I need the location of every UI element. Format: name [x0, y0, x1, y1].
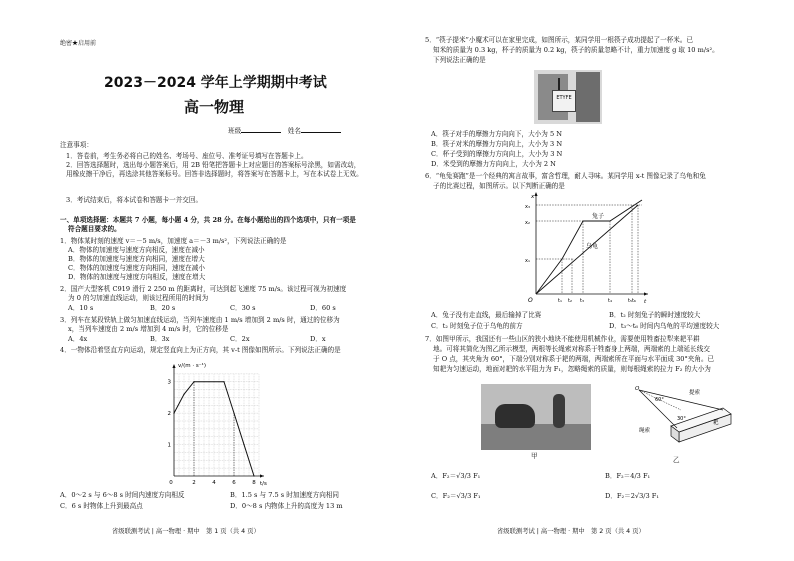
- angle-30: 30°: [677, 416, 686, 422]
- q5-chopstick-photo: [534, 70, 602, 124]
- q6-stem-2: 子的比赛过程，如图所示。以下判断正确的是: [433, 182, 565, 190]
- q7-stem-4: 知耙为匀速运动，地面对耙的水平阻力为 F₁，忽略绳索的质量，则每根绳索的拉力 F₂ 的大小为: [433, 365, 711, 373]
- q7-option-b[interactable]: B．F₂＝4/3 F₁: [605, 472, 651, 480]
- q4-option-a[interactable]: A．0～2 s 与 6～8 s 时间内速度方向相反: [60, 491, 185, 499]
- photo-farmer: [553, 394, 565, 428]
- rake-label: 耙: [713, 420, 719, 426]
- photo-ox: [495, 404, 535, 428]
- section-1-line-1: 一、单项选择题：本题共 7 小题，每小题 4 分，共 28 分。在每小题给出的四个选项中，只有一项是: [60, 216, 356, 224]
- q4-vt-chart: [160, 356, 270, 488]
- q7-option-a[interactable]: A．F₂＝√3/3 F₁: [431, 472, 481, 480]
- q7-option-c[interactable]: C．F₂＝√3/3 F₁: [431, 492, 481, 500]
- q4-option-d[interactable]: D．0～8 s 内物体上升的高度为 13 m: [230, 502, 343, 510]
- xt-origin: O: [528, 297, 533, 304]
- q4-stem: 4．一物体沿着竖直方向运动，规定竖直向上为正方向，其 v-t 图像如图所示。下列说法正确的是: [60, 346, 341, 354]
- notice-item-3: 3．考试结束后，将本试卷和答题卡一并交回。: [66, 196, 203, 204]
- page-2: [397, 0, 794, 561]
- q7-ox-photo: [481, 384, 591, 450]
- rope-left: [639, 390, 677, 428]
- q6-stem-1: 6．“龟兔赛跑”是一个经典的寓言故事，富含哲理，耐人寻味。某同学用 x-t 图像记录了乌龟和兔: [425, 172, 706, 180]
- y-axis-arrow: [172, 364, 175, 368]
- xt-ytick-x3: x₃: [525, 204, 530, 210]
- q2-option-c[interactable]: C．30 s: [230, 304, 256, 312]
- q6-option-a[interactable]: A．兔子没有走直线，最后输掉了比赛: [431, 311, 542, 319]
- q3-option-b[interactable]: B．3x: [150, 335, 170, 343]
- q3-stem-1: 3．列车在某段铁轨上做匀加速直线运动，当列车速度由 1 m/s 增加到 2 m/s 时，通过的位移为: [60, 316, 340, 324]
- subject-title: 高一物理: [184, 98, 245, 116]
- x-tick-8: 8: [252, 480, 256, 486]
- rice-cup: ETYFE: [552, 90, 576, 112]
- xt-t-label: t: [644, 299, 647, 305]
- q7-fig-jia-label: 甲: [531, 452, 538, 460]
- y-tick-1: 1: [167, 442, 171, 449]
- class-field[interactable]: 班级 姓名: [228, 126, 341, 136]
- vt-point: [253, 475, 254, 476]
- q6-option-d[interactable]: D．t₃～t₆ 时间内乌龟的平均速度较大: [609, 322, 720, 330]
- q1-option-b[interactable]: B．物体的加速度与速度方向相同，速度在增大: [68, 255, 205, 263]
- notice-title: 注意事项：: [60, 141, 93, 149]
- q1-stem: 1．物体某时刻的速度 v＝－5 m/s，加速度 a＝－3 m/s²，下列说法正确的是: [60, 237, 287, 245]
- q7-option-d[interactable]: D．F₂＝2√3/3 F₁: [605, 492, 660, 500]
- q1-option-c[interactable]: C．物体的加速度与速度方向相同，速度在减小: [68, 264, 205, 272]
- q5-option-c[interactable]: C．杯子受到的摩擦力方向向上，大小为 3 N: [431, 150, 563, 158]
- xt-tick-t1: t₁: [558, 298, 562, 304]
- x-axis-arrow: [260, 474, 264, 477]
- xt-ytick-x2: x₂: [525, 220, 530, 226]
- q3-stem-2: x，当列车速度由 2 m/s 增加到 4 m/s 时，它的位移是: [68, 325, 229, 333]
- q1-option-d[interactable]: D．物体的加速度与速度方向相反，速度在增大: [68, 273, 206, 281]
- rabbit-label: 兔子: [592, 213, 605, 220]
- q3-option-d[interactable]: D．x: [310, 335, 326, 343]
- notice-item-1: 1．答卷前，考生务必将自己的姓名、考场号、座位号、准考证号填写在答题卡上。: [66, 152, 308, 160]
- x-tick-2: 2: [192, 480, 196, 486]
- vt-point: [243, 444, 244, 445]
- y-tick-3: 3: [167, 379, 171, 386]
- q6-option-b[interactable]: B．t₂ 时刻兔子的瞬时速度较大: [609, 311, 701, 319]
- q2-option-b[interactable]: B．20 s: [150, 304, 176, 312]
- q2-option-d[interactable]: D．60 s: [310, 304, 336, 312]
- q7-stem-3: 于 O 点，其夹角为 60°，下端分别对称系于耙的两端，两端索所在平面与水平面成 30°夹角。已: [433, 355, 715, 363]
- xt-tick-t4: t₄: [608, 298, 612, 304]
- x-tick-6: 6: [232, 480, 236, 486]
- xt-tick-t2: t₂: [568, 298, 572, 304]
- exam-title: 2023－2024 学年上学期期中考试: [104, 75, 327, 91]
- page-footer-2: 省级联测考试 | 高一物理 · 期中 第 2 页（共 4 页）: [497, 528, 645, 535]
- vt-point: [183, 394, 184, 395]
- xt-x-label: x: [531, 194, 535, 200]
- q3-option-a[interactable]: A．4x: [68, 335, 88, 343]
- handle-label: 提索: [689, 390, 701, 396]
- y-tick-2: 2: [167, 411, 171, 418]
- vt-point: [233, 413, 234, 414]
- q7-stem-1: 7．如图甲所示，我国还有一些山区的狭小地块不能使用机械作业，需要使用牲畜拉犁来耙平耕: [425, 335, 700, 343]
- vt-point: [173, 413, 174, 414]
- q5-option-a[interactable]: A．筷子对手的摩擦力方向向下，大小为 5 N: [431, 130, 563, 138]
- notice-item-2: 2．回答选择题时，选出每小题答案后，用 2B 铅笔把答题卡上对应题目的答案标号涂黑，如需改动，用橡皮擦干净后，再选涂其他答案标号。回答非选择题时，将答案写在答题卡上，写在本试卷上无效。: [66, 161, 363, 178]
- xt-t-arrow: [644, 292, 648, 295]
- point-o: O: [635, 386, 640, 392]
- turtle-label: 乌龟: [586, 243, 599, 250]
- q3-option-c[interactable]: C．2x: [230, 335, 250, 343]
- q2-stem-1: 2．国产大型客机 C919 滑行 2 250 m 的距离时，可达到起飞速度 75 m/s。该过程可视为初速度: [60, 285, 347, 293]
- q7-rake-diagram: [619, 384, 739, 454]
- x-tick-4: 4: [212, 480, 216, 486]
- q6-option-c[interactable]: C．t₂ 时刻兔子位于乌龟的前方: [431, 322, 523, 330]
- q5-option-d[interactable]: D．米受到的摩擦力方向向上，大小为 2 N: [431, 160, 556, 168]
- x-axis-label: t/s: [260, 481, 267, 487]
- page-footer-1: 省级联测考试 | 高一物理 · 期中 第 1 页（共 4 页）: [112, 528, 260, 535]
- q7-fig-yi-label: 乙: [673, 456, 680, 464]
- q4-option-c[interactable]: C．6 s 时物体上升到最高点: [60, 502, 143, 510]
- q5-stem-3: 下列说法正确的是: [433, 56, 486, 64]
- y-axis-label: v/(m · s⁻¹): [178, 363, 206, 369]
- q4-option-b[interactable]: B．1.5 s 与 7.5 s 时加速度方向相同: [230, 491, 340, 499]
- q1-option-a[interactable]: A．物体的加速度与速度方向相反，速度在减小: [68, 246, 205, 254]
- chart-grid: [174, 374, 259, 476]
- x-tick-0: 0: [169, 480, 173, 486]
- q5-stem-2: 知米的质量为 0.3 kg，杯子的质量为 0.2 kg，筷子的质量忽略不计，重力加速度 g 取 10 m/s²。: [433, 46, 719, 54]
- q5-stem-1: 5．“筷子提米”小魔术可以在家里完成，如图所示，某同学用一根筷子成功提起了一杯米。已: [425, 36, 694, 44]
- q2-option-a[interactable]: A．10 s: [68, 304, 94, 312]
- rope-right: [639, 390, 723, 410]
- rope-label: 绳索: [639, 428, 651, 434]
- q5-option-b[interactable]: B．筷子对米的摩擦力方向向上，大小为 3 N: [431, 140, 563, 148]
- vt-point: [223, 381, 224, 382]
- angle-60: 60°: [655, 397, 664, 403]
- xt-ytick-x1: x₁: [525, 258, 530, 264]
- secret-mark: 绝密★启用前: [60, 40, 97, 47]
- q2-stem-2: 为 0 的匀加速直线运动，则该过程所用的时间为: [68, 294, 209, 302]
- q7-stem-2: 地。可将其简化为图乙所示模型，两根等长绳索对称系于牲畜身上两端，两端索的上端延长线交: [433, 345, 710, 353]
- xt-tick-t3: t₃: [580, 298, 584, 304]
- photo-field: [481, 424, 591, 450]
- xt-x-arrow: [534, 192, 537, 196]
- q6-xt-graph: [522, 190, 652, 306]
- section-1-line-2: 符合题目要求的。: [68, 225, 121, 233]
- photo-bg-dark-2: [576, 72, 600, 122]
- xt-tick-t5t6: t₅t₆: [628, 298, 636, 304]
